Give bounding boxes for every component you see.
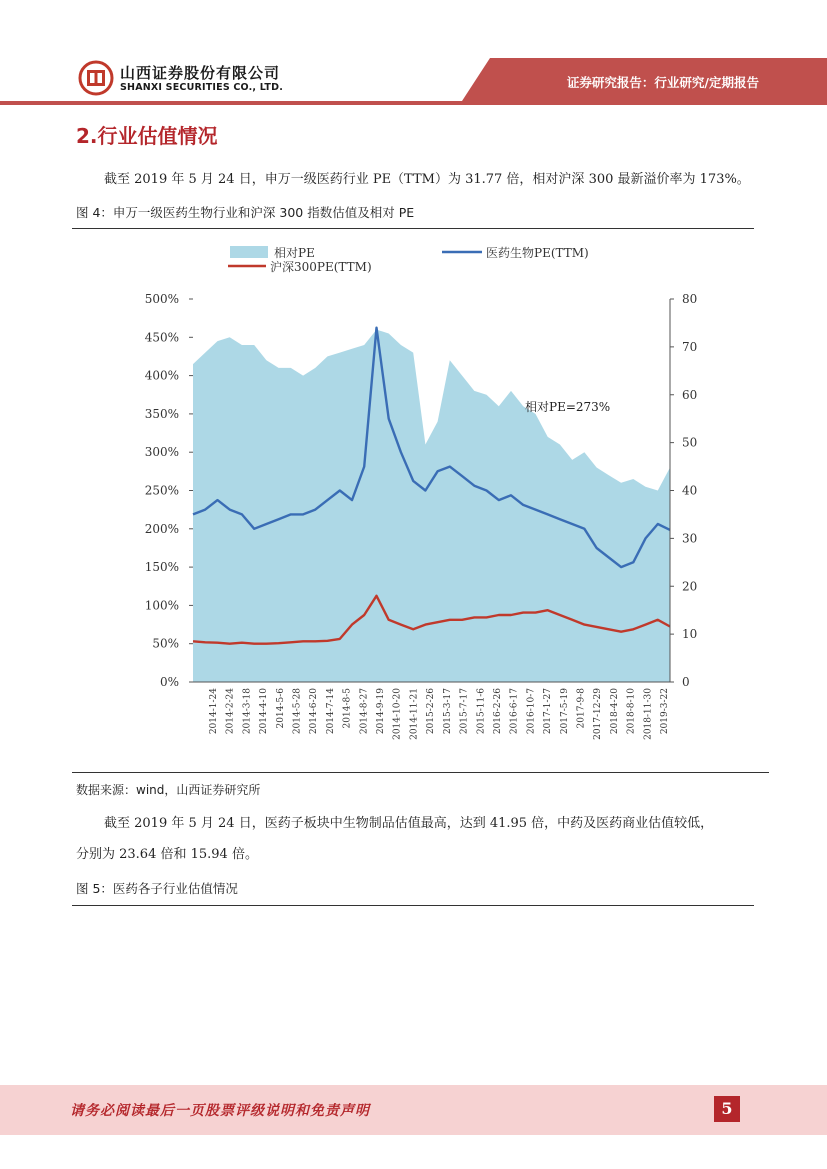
x-tick-label: 2014-9-19: [376, 688, 386, 735]
valuation-chart-svg: [120, 236, 720, 766]
x-tick-label: 2016-10-7: [526, 688, 537, 735]
paragraph-valuation-summary: 截至 2019 年 5 月 24 日，申万一级医药行业 PE（TTM）为 31.77 倍，相对沪深 300 最新溢价率为 173%。: [104, 172, 750, 187]
left-tick-label: 250%: [144, 483, 179, 498]
right-tick-label: 20: [682, 579, 698, 594]
x-tick-label: 2014-5-28: [292, 688, 303, 735]
x-tick-label: 2015-11-6: [476, 688, 487, 735]
report-type-tag: 证券研究报告：行业研究/定期报告: [566, 75, 759, 90]
x-tick-label: 2014-4-10: [259, 688, 270, 735]
right-tick-label: 70: [682, 339, 698, 354]
x-tick-label: 2016-6-17: [509, 688, 520, 735]
left-tick-label: 150%: [144, 560, 179, 575]
right-tick-label: 30: [682, 531, 698, 546]
x-tick-label: 2019-3-22: [660, 688, 670, 735]
paragraph-subsector-valuation-line1: 截至 2019 年 5 月 24 日，医药子板块中生物制品估值最高，达到 41.95 倍，中药及医药商业估值较低，: [104, 816, 714, 831]
left-tick-label: 200%: [144, 521, 179, 536]
left-tick-label: 0%: [159, 675, 179, 689]
left-tick-label: 50%: [152, 636, 179, 651]
x-tick-label: 2018-4-20: [609, 688, 620, 735]
x-tick-label: 2018-11-30: [643, 688, 654, 740]
x-tick-label: 2017-1-27: [543, 688, 554, 735]
x-tick-label: 2014-1-24: [209, 688, 219, 735]
header-band: [0, 0, 827, 110]
valuation-chart: [120, 236, 720, 766]
legend-swatch-relative-pe: [230, 246, 268, 258]
right-tick-label: 10: [682, 627, 698, 642]
x-tick-label: 2017-9-8: [576, 688, 587, 729]
company-logo-icon: [78, 60, 114, 96]
x-tick-label: 2018-8-10: [626, 688, 637, 735]
page-number: 5: [714, 1096, 740, 1122]
x-tick-label: 2014-7-14: [325, 688, 336, 735]
x-tick-label: 2014-3-18: [242, 688, 253, 735]
legend-label: 沪深300PE(TTM): [270, 260, 372, 274]
figure4-source: 数据来源：wind，山西证券研究所: [76, 783, 261, 797]
x-tick-label: 2014-6-20: [309, 688, 320, 735]
x-tick-label: 2014-11-21: [409, 688, 420, 740]
x-tick-label: 2015-7-17: [459, 688, 470, 735]
x-tick-label: 2014-2-24: [225, 688, 236, 735]
figure-bottom-rule: [72, 772, 769, 773]
caption-divider: [72, 228, 754, 229]
x-tick-label: 2014-5-6: [275, 688, 286, 729]
left-tick-label: 300%: [144, 445, 179, 460]
figure4-caption: 图 4：申万一级医药生物行业和沪深 300 指数估值及相对 PE: [76, 205, 415, 220]
x-tick-label: 2015-2-26: [426, 688, 437, 735]
chart-legend: [228, 245, 589, 274]
left-tick-label: 400%: [144, 368, 179, 383]
relative-pe-area: [193, 330, 670, 682]
x-tick-label: 2016-2-26: [493, 688, 503, 735]
company-name-en: SHANXI SECURITIES CO., LTD.: [120, 82, 284, 93]
x-tick-label: 2017-5-19: [559, 688, 570, 735]
left-tick-label: 100%: [144, 598, 179, 613]
right-tick-label: 0: [682, 675, 690, 689]
left-tick-label: 350%: [144, 406, 179, 421]
company-name-cn: 山西证券股份有限公司: [120, 64, 281, 82]
x-tick-label: 2014-10-20: [392, 688, 403, 740]
left-tick-label: 500%: [144, 292, 179, 306]
right-tick-label: 60: [682, 387, 698, 402]
legend-label: 相对PE: [274, 246, 315, 260]
caption-divider-fig5: [72, 905, 754, 906]
right-tick-label: 80: [682, 292, 698, 306]
left-tick-label: 450%: [144, 330, 179, 345]
page-header: [0, 0, 827, 110]
x-tick-label: 2014-8-5: [342, 688, 353, 729]
x-tick-label: 2014-8-27: [359, 688, 370, 735]
right-tick-label: 40: [682, 483, 698, 498]
chart-annotation: 相对PE=273%: [525, 400, 611, 414]
right-tick-label: 50: [682, 435, 698, 450]
section-title: 2.行业估值情况: [76, 124, 218, 148]
footer-disclaimer: 请务必阅读最后一页股票评级说明和免责声明: [70, 1103, 370, 1119]
figure5-caption: 图 5：医药各子行业估值情况: [76, 881, 238, 896]
x-tick-label: 2017-12-29: [593, 688, 604, 740]
relative-pe-area-layer: [193, 330, 670, 682]
paragraph-subsector-valuation-line2: 分别为 23.64 倍和 15.94 倍。: [76, 847, 258, 862]
x-tick-label: 2015-3-17: [442, 688, 453, 735]
legend-label: 医药生物PE(TTM): [486, 246, 589, 260]
